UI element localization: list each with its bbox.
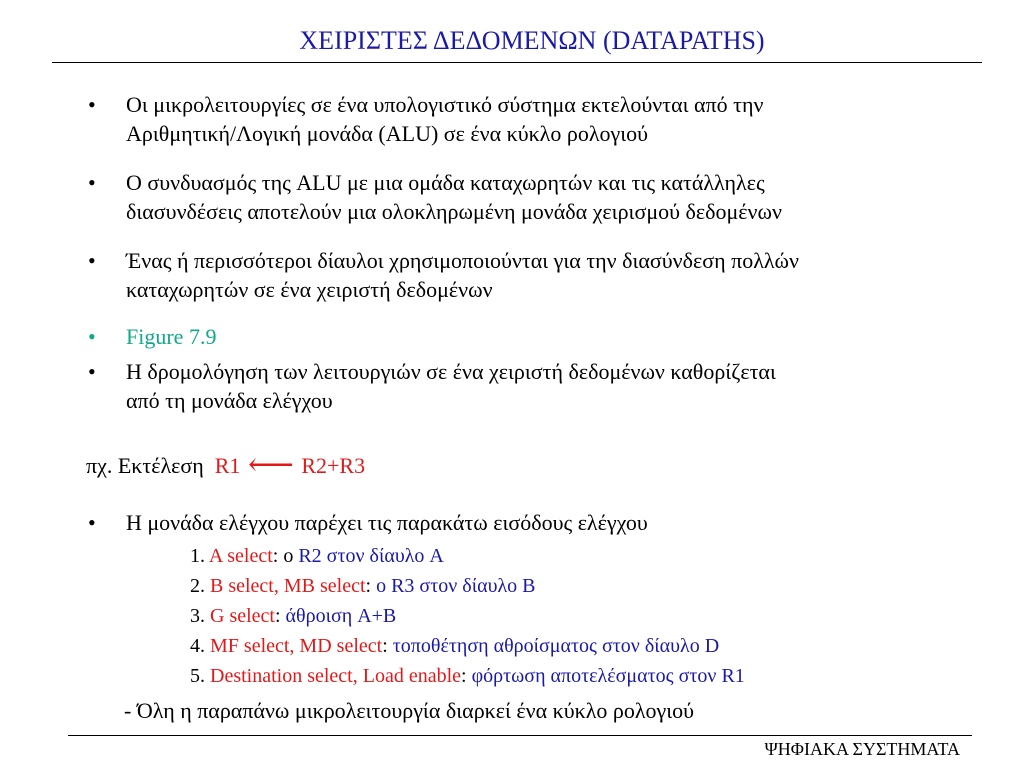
bullet-line: Οι μικρολειτουργίες σε ένα υπολογιστικό σύστημα εκτελούνται από την bbox=[126, 92, 764, 117]
step-signal: A select bbox=[208, 545, 273, 567]
example-destination: R1 bbox=[214, 453, 241, 478]
bullet-line: Η μονάδα ελέγχου παρέχει τις παρακάτω εισόδους ελέγχου bbox=[126, 510, 648, 535]
bullet-marker: • bbox=[88, 248, 96, 273]
bullet-line: από τη μονάδα ελέγχου bbox=[126, 388, 333, 413]
step-signal: B select, MB select bbox=[210, 575, 366, 597]
bullet-line: Αριθμητική/Λογική μονάδα (ALU) σε ένα κύκλο ρολογιού bbox=[126, 121, 649, 146]
bullet-marker: • bbox=[88, 92, 96, 117]
bullet-line: καταχωρητών σε ένα χειριστή δεδομένων bbox=[126, 277, 493, 302]
step-action: τοποθέτηση αθροίσματος στον δίαυλο D bbox=[392, 635, 720, 657]
control-step bbox=[190, 664, 745, 688]
left-arrow-icon: ⟵ bbox=[247, 445, 294, 483]
footer-course-title: ΨΗΦΙΑΚΑ ΣΥΣΤΗΜΑΤΑ bbox=[764, 739, 960, 759]
bullet-marker: • bbox=[88, 324, 96, 349]
bottom-divider bbox=[68, 735, 972, 736]
control-step bbox=[190, 544, 444, 568]
bullet-line: Ο συνδυασμός της ALU με μια ομάδα καταχωρητών και τις κατάλληλες bbox=[126, 170, 765, 195]
control-step bbox=[190, 634, 719, 658]
step-separator: : bbox=[274, 605, 281, 627]
step-signal: G select bbox=[210, 605, 275, 627]
step-number: 3. bbox=[190, 605, 205, 627]
example-expression: R2+R3 bbox=[301, 453, 366, 478]
step-separator: : bbox=[382, 635, 388, 657]
bullet-line: Η δρομολόγηση των λειτουργιών σε ένα χειριστή δεδομένων καθορίζεται bbox=[126, 359, 776, 384]
top-divider bbox=[52, 62, 982, 63]
figure-reference: Figure 7.9 bbox=[126, 324, 217, 349]
slide-title: ΧΕΙΡΙΣΤΕΣ ΔΕΔΟΜΕΝΩΝ (DATAPATHS) bbox=[299, 26, 765, 55]
step-action: άθροιση A+B bbox=[285, 605, 397, 627]
step-action: φόρτωση αποτελέσματος στον R1 bbox=[471, 665, 745, 687]
step-separator: : bbox=[461, 665, 467, 687]
step-action: ο R3 στον δίαυλο B bbox=[376, 575, 536, 597]
step-signal: MF select, MD select bbox=[210, 635, 383, 657]
step-action-prefix: ο bbox=[283, 545, 294, 567]
step-separator: : bbox=[365, 575, 372, 597]
step-number: 4. bbox=[190, 635, 205, 657]
bullet-line: Ένας ή περισσότεροι δίαυλοι χρησιμοποιούνται για την διασύνδεση πολλών bbox=[126, 248, 799, 273]
step-action: R2 στον δίαυλο A bbox=[298, 545, 444, 567]
control-step bbox=[190, 604, 396, 628]
step-separator: : bbox=[272, 545, 279, 567]
example-line bbox=[86, 445, 366, 483]
bullet-marker: • bbox=[88, 170, 96, 195]
step-number: 5. bbox=[190, 665, 205, 687]
bullet-marker: • bbox=[88, 510, 96, 535]
summary-line: - Όλη η παραπάνω μικρολειτουργία διαρκεί ένα κύκλο ρολογιού bbox=[124, 698, 695, 723]
control-step bbox=[190, 574, 536, 598]
step-number: 1. bbox=[190, 545, 205, 567]
bullet-line: διασυνδέσεις αποτελούν μια ολοκληρωμένη μονάδα χειρισμού δεδομένων bbox=[126, 199, 782, 224]
step-signal: Destination select, Load enable bbox=[210, 665, 462, 687]
example-prefix: πχ. Εκτέλεση bbox=[86, 453, 204, 478]
bullet-marker: • bbox=[88, 359, 96, 384]
step-number: 2. bbox=[190, 575, 205, 597]
